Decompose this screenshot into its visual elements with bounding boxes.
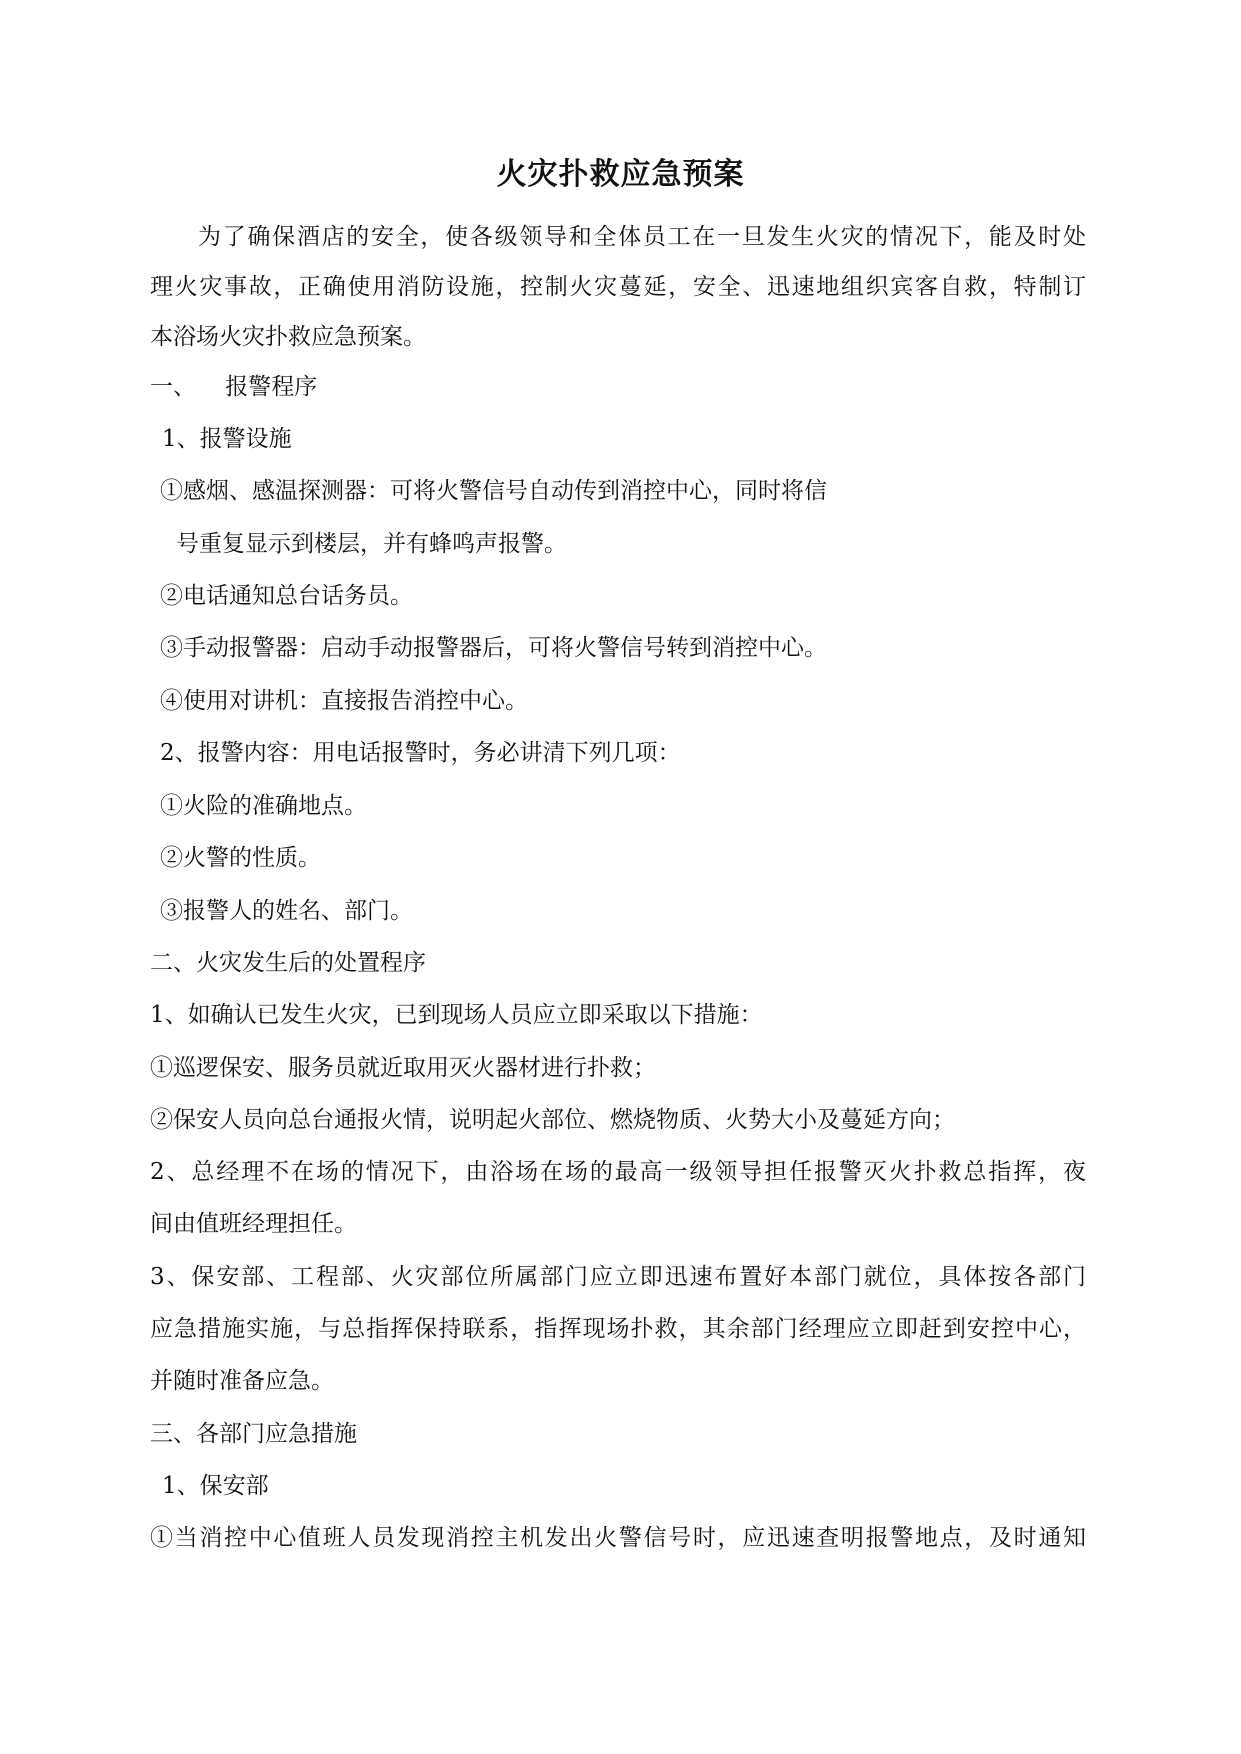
list-item: ④使用对讲机：直接报告消控中心。 (160, 688, 528, 714)
document-title: 火灾扑救应急预案 (496, 157, 745, 192)
paragraph-line: 应急措施实施，与总指挥保持联系，指挥现场扑救，其余部门经理应立即赶到安控中心， (150, 1316, 1086, 1342)
section-heading: 一、 报警程序 (150, 374, 318, 400)
subsection-heading: 2、报警内容：用电话报警时，务必讲清下列几项： (160, 740, 681, 766)
subsection-heading: 1、保安部 (162, 1473, 269, 1499)
section-heading: 二、火灾发生后的处置程序 (150, 950, 426, 976)
paragraph-line: 为了确保酒店的安全，使各级领导和全体员工在一旦发生火灾的情况下，能及时处 (198, 224, 1086, 250)
paragraph-line: 理火灾事故，正确使用消防设施，控制火灾蔓延，安全、迅速地组织宾客自救，特制订 (150, 274, 1086, 300)
paragraph-line: 2、总经理不在场的情况下，由浴场在场的最高一级领导担任报警灭火扑救总指挥，夜 (150, 1159, 1086, 1185)
list-item: ②电话通知总台话务员。 (160, 583, 413, 609)
subsection-heading: 1、如确认已发生火灾，已到现场人员应立即采取以下措施： (150, 1002, 763, 1028)
list-item: ②火警的性质。 (160, 845, 321, 871)
paragraph-line: 3、保安部、工程部、火灾部位所属部门应立即迅速布置好本部门就位，具体按各部门 (150, 1264, 1086, 1290)
list-item: ①感烟、感温探测器：可将火警信号自动传到消控中心，同时将信 (160, 478, 827, 504)
paragraph-line: 并随时准备应急。 (150, 1368, 334, 1394)
list-item: ②保安人员向总台通报火情，说明起火部位、燃烧物质、火势大小及蔓延方向； (150, 1107, 955, 1133)
list-item: ①当消控中心值班人员发现消控主机发出火警信号时，应迅速查明报警地点，及时通知 (150, 1525, 1086, 1551)
subsection-heading: 1、报警设施 (162, 426, 292, 452)
list-item-continuation: 号重复显示到楼层，并有蜂鸣声报警。 (176, 531, 567, 557)
list-item: ①巡逻保安、服务员就近取用灭火器材进行扑救； (150, 1055, 656, 1081)
list-item: ③手动报警器：启动手动报警器后，可将火警信号转到消控中心。 (160, 635, 827, 661)
section-heading: 三、各部门应急措施 (150, 1421, 357, 1447)
paragraph-line: 本浴场火灾扑救应急预案。 (150, 324, 426, 350)
paragraph-line: 间由值班经理担任。 (150, 1211, 357, 1237)
list-item: ①火险的准确地点。 (160, 793, 367, 819)
list-item: ③报警人的姓名、部门。 (160, 898, 413, 924)
